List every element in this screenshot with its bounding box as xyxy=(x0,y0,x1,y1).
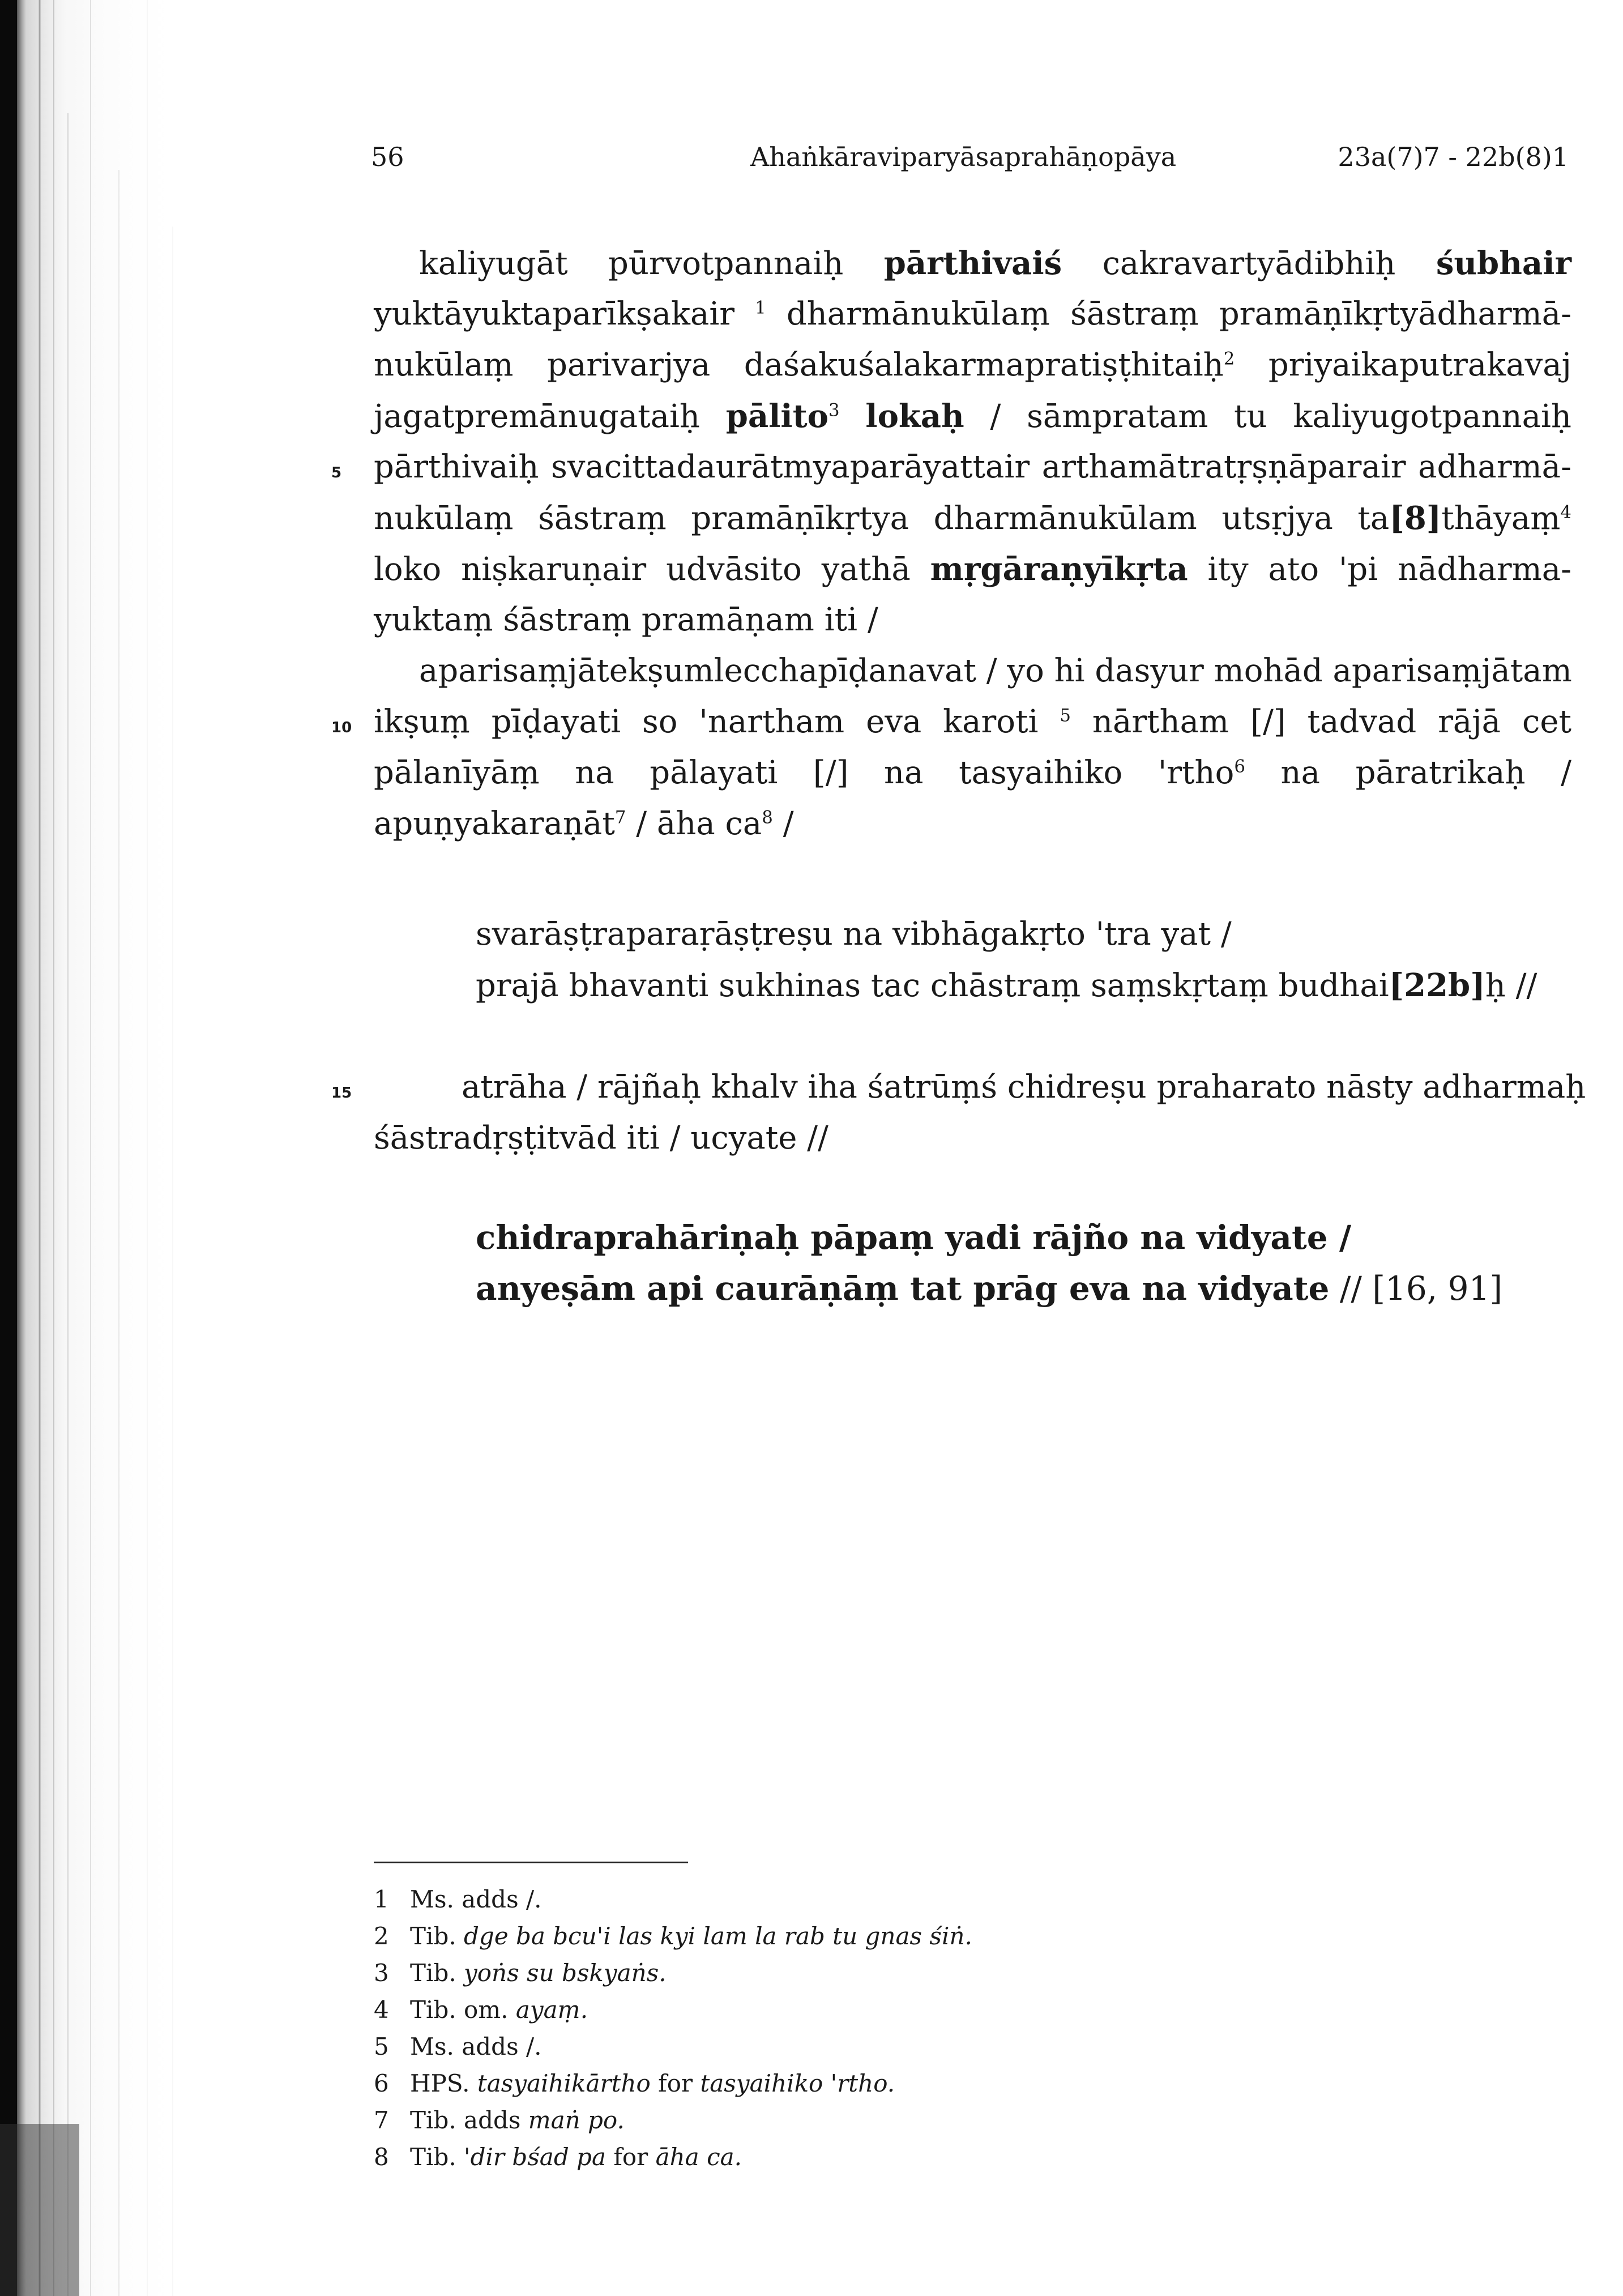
footnote-ref: 1 xyxy=(755,297,766,318)
verse-line: svarāṣṭraparaṛāṣṭreṣu na vibhāgakṛto 'tra yat / xyxy=(476,916,1232,953)
line-number: 5 xyxy=(331,464,342,481)
footnote-ref: 6 xyxy=(1234,756,1245,777)
text-line: jagatpremānugataiḥ pālito$^3$ lokaḥ / sāmpratam tu kaliyugotpannaiḥ xyxy=(374,398,1571,435)
text-line: nukūlaṃ parivarjya daśakuśalakarmapratiṣṭhitaiḥ$^2$ priyaikaputrakavaj xyxy=(374,347,1571,383)
footnote-ref: 4 xyxy=(1560,502,1571,523)
running-header xyxy=(371,142,1580,181)
footnote: 1 Ms. adds /. xyxy=(374,1885,542,1913)
text-line: pārthivaiḥ svacittadaurātmyaparāyattair arthamātratṛṣṇāparair adharmā- xyxy=(374,449,1571,485)
text-line: apuṇyakaraṇāt$^7$ / āha $ca^8$ / xyxy=(374,805,794,842)
footnote: 4 Tib. om. ayaṃ. xyxy=(374,1996,588,2024)
text-line: aparisaṃjātekṣumlecchapīḍanavat / yo hi dasyur mohād aparisaṃjātam xyxy=(419,652,1572,689)
text-line: pālanīyāṃ na pālayati [/] na tasyaihiko 'rtho$^6$ na pāratrikaḥ / xyxy=(374,754,1572,791)
text-line: yuktaṃ śāstraṃ pramāṇam iti / xyxy=(374,601,878,638)
line-number: 10 xyxy=(331,719,352,736)
running-title: Ahaṅkāraviparyāsaprahāṇopāya xyxy=(750,142,1177,172)
footnote-ref: 2 xyxy=(1223,348,1235,369)
footnote-ref: 3 xyxy=(828,400,840,421)
footnote: 8 Tib. 'dir bśad pa for āha ca. xyxy=(374,2143,742,2171)
footnote: 2 Tib. dge ba bcu'i las kyi lam la rab tu gnas śiṅ. xyxy=(374,1922,972,1950)
manuscript-reference: 23a(7)7 - 22b(8)1 xyxy=(1338,142,1569,172)
footnote-ref: 5 xyxy=(1060,705,1071,726)
text-line: loko niṣkaruṇair udvāsito yathā mṛgāraṇyīkṛta ity ato 'pi nādharma- xyxy=(374,550,1571,588)
verse-line: anyeṣām api caurāṇāṃ tat prāg eva na vidyate // [16, 91] xyxy=(476,1269,1503,1308)
book-gutter-shadow xyxy=(0,0,187,2296)
text-line: śāstradṛṣṭitvād iti / ucyate // xyxy=(374,1120,828,1156)
footnote: 7 Tib. adds maṅ po. xyxy=(374,2106,625,2134)
text-line: atrāha / rājñaḥ khalv iha śatrūṃś chidreṣu praharato nāsty adharmaḥ xyxy=(462,1069,1586,1106)
footnote: 3 Tib. yoṅs su bskyaṅs. xyxy=(374,1959,667,1987)
text-line: nukūlaṃ śāstraṃ pramāṇīkṛtya dharmānukūlam utsṛjya ta[8]thāyaṃ$^4$ xyxy=(374,500,1571,537)
footnote: 5 Ms. adds /. xyxy=(374,2033,542,2060)
verse-line: prajā bhavanti sukhinas tac chāstraṃ saṃskṛtaṃ budhai[22b]ḥ // xyxy=(476,967,1537,1004)
footnote-ref: 7 xyxy=(614,807,626,828)
footnote-rule xyxy=(374,1862,688,1863)
text-line: yuktāyuktaparīkṣakair $^1$ dharmānukūlaṃ śāstraṃ pramāṇīkṛtyādharmā- xyxy=(374,296,1572,332)
page-number: 56 xyxy=(371,142,404,172)
text-line: kaliyugāt pūrvotpannaiḥ pārthivaiś cakravartyādibhiḥ śubhair xyxy=(419,245,1571,282)
line-number: 15 xyxy=(331,1085,352,1102)
verse-line: chidraprahāriṇaḥ pāpaṃ yadi rājño na vidyate / xyxy=(476,1218,1352,1257)
footnote: 6 HPS. tasyaihikārtho for tasyaihiko 'rtho. xyxy=(374,2069,895,2097)
footnote-ref: 8 xyxy=(762,807,773,828)
text-line: ikṣuṃ pīḍayati so 'nartham eva karoti $^5$ nārtham [/] tadvad rājā cet xyxy=(374,703,1571,740)
